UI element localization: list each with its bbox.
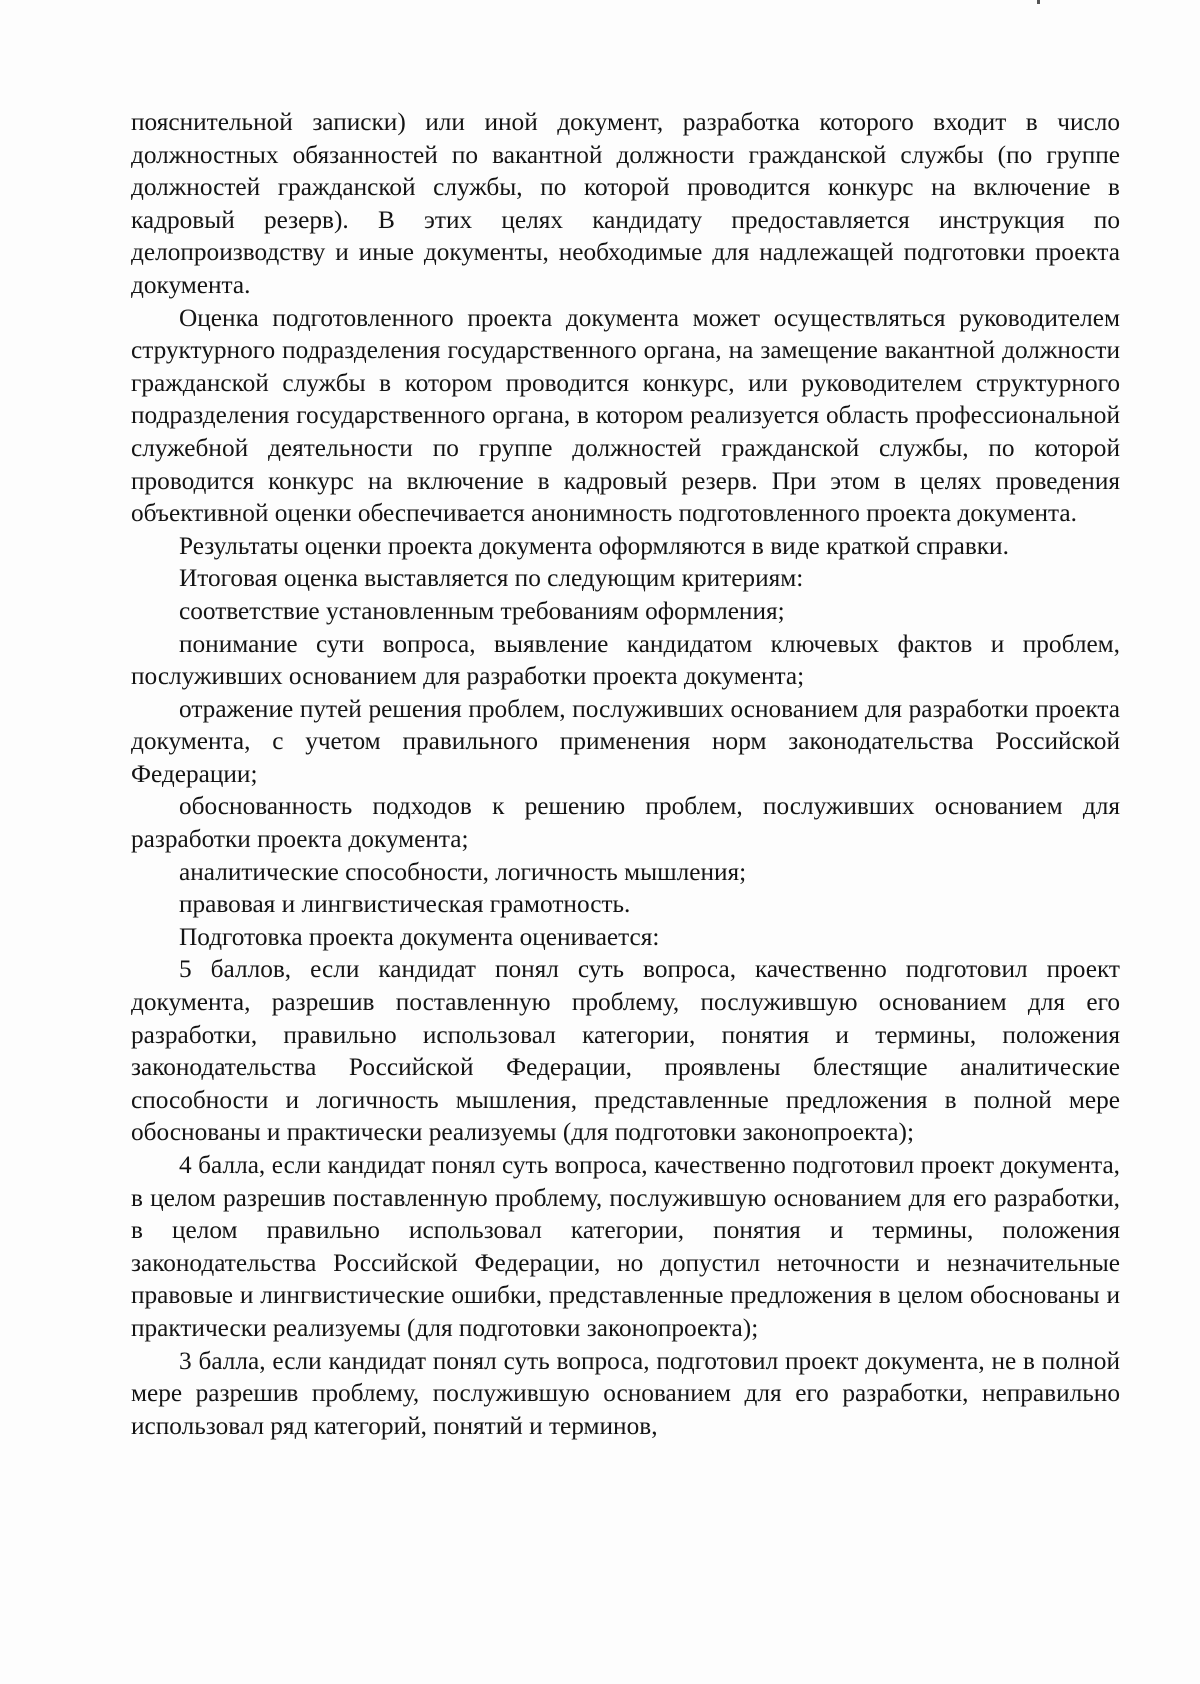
criterion-solutions: отражение путей решения проблем, послуживших основанием для разработки проекта документа, с учетом правильного применения норм законодательства Российской Федерации; — [131, 694, 1120, 788]
criterion-literacy: правовая и лингвистическая грамотность. — [179, 890, 631, 919]
score-3-description: 3 балла, если кандидат понял суть вопроса, подготовил проект документа, не в полной мере разрешив проблему, послужившую основанием для его разработки, неправильно использовал ряд категорий, понятий и терминов, — [131, 1346, 1120, 1440]
paragraph-results-certificate: Результаты оценки проекта документа оформляются в виде краткой справки. — [179, 531, 1009, 560]
paragraph-assessment-by-head: Оценка подготовленного проекта документа может осуществляться руководителем структурного подразделения государственного органа, на замещение вакантной должности гражданской службы в котором проводится конкурс, или руководителем структурного подразделения государственного органа, в котором реализуется область профессиональной служебной деятельности по группе должностей гражданской службы, по которой проводится конкурс на включение в кадровый резерв. При этом в целях проведения объективной оценки обеспечивается анонимность подготовленного проекта документа. — [131, 303, 1120, 528]
paragraph-criteria-intro: Итоговая оценка выставляется по следующим критериям: — [179, 564, 804, 593]
criterion-understanding: понимание сути вопроса, выявление кандидатом ключевых фактов и проблем, послуживших основанием для разработки проекта документа; — [131, 629, 1120, 691]
criterion-analytical-skills: аналитические способности, логичность мышления; — [179, 857, 747, 886]
paragraph-scoring-intro: Подготовка проекта документа оценивается: — [179, 922, 660, 951]
scan-speck — [1037, 0, 1040, 4]
score-5-description: 5 баллов, если кандидат понял суть вопроса, качественно подготовил проект документа, разрешив поставленную проблему, послужившую основанием для его разработки, правильно использовал категории, понятия и термины, положения законодательства Российской Федерации, проявлены блестящие аналитические способности и логичность мышления, представленные предложения в полной мере обоснованы и практически реализуемы (для подготовки законопроекта); — [131, 955, 1120, 1147]
criterion-justification: обоснованность подходов к решению проблем, послуживших основанием для разработки проекта документа; — [131, 792, 1120, 854]
score-4-description: 4 балла, если кандидат понял суть вопроса, качественно подготовил проект документа, в целом разрешив поставленную проблему, послужившую основанием для его разработки, в целом правильно использовал категории, понятия и термины, положения законодательства Российской Федерации, но допустил неточности и незначительные правовые и лингвистические ошибки, представленные предложения в целом обоснованы и практически реализуемы (для подготовки законопроекта); — [131, 1151, 1120, 1342]
paragraph-explanatory-note-continuation: пояснительной записки) или иной документ, разработка которого входит в число должностных обязанностей по вакантной должности гражданской службы (по группе должностей гражданской службы, по которой проводится конкурс на включение в кадровый резерв). В этих целях кандидату предоставляется инструкция по делопроизводству и иные документы, необходимые для надлежащей подготовки проекта документа. — [131, 108, 1120, 299]
criterion-formatting: соответствие установленным требованиям оформления; — [179, 596, 785, 625]
